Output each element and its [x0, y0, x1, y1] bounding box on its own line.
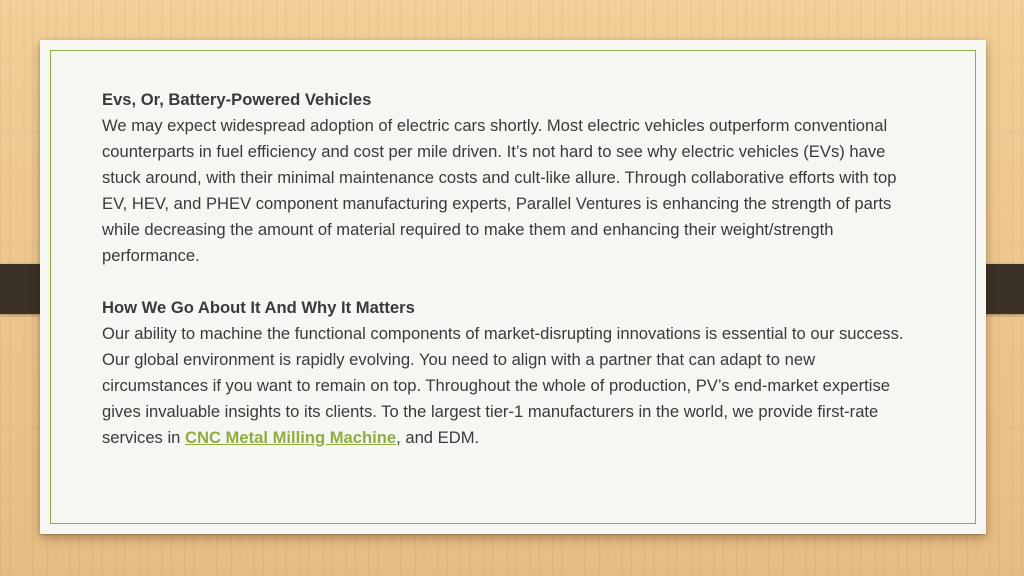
- section2-body: [102, 321, 922, 451]
- section1-body: We may expect widespread adoption of electric cars shortly. Most electric vehicles outperform conventional counterparts in fuel efficiency and cost per mile driven. It’s not hard to see why electric vehicles (EVs) have stuck around, with their minimal maintenance costs and cult-like allure. Through collaborative efforts with top EV, HEV, and PHEV component manufacturing experts, Parallel Ventures is enhancing the strength of parts while decreasing the amount of material required to make them and enhancing their weight/strength performance.: [102, 116, 897, 265]
- section2-body-text: Our ability to machine the functional components of market-disrupting innovations is essential to our success. Our global environment is rapidly evolving. You need to align with a partner that can adapt to new circumstances if you want to remain on top. Throughout the whole of production, PV’s end-market expertise gives invaluable insights to its clients. To the largest tier-1 manufacturers in the world, we provide first-rate services in: [102, 324, 904, 447]
- section1-heading: Evs, Or, Battery-Powered Vehicles: [102, 90, 372, 109]
- paragraph-spacer: [102, 269, 922, 295]
- slide-card: [40, 40, 986, 534]
- section2-body-tail: , and EDM.: [396, 428, 480, 447]
- section2-heading: How We Go About It And Why It Matters: [102, 298, 415, 317]
- slide-content: [102, 87, 922, 451]
- cnc-metal-milling-machine-link[interactable]: CNC Metal Milling Machine: [185, 428, 397, 447]
